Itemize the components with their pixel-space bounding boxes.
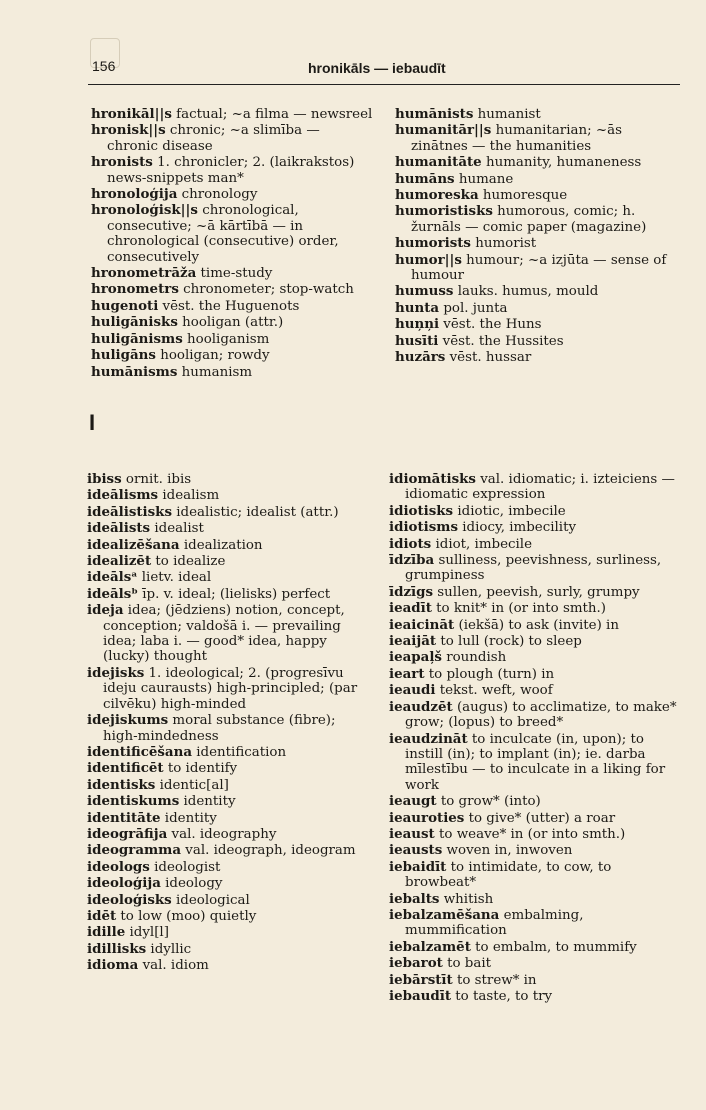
entry-headword: humoreska [395,187,479,204]
entry-definition: idealism [158,488,220,504]
entry-headword: hugenoti [91,297,159,314]
entry-headword: hunta [395,299,440,316]
dictionary-entry [389,908,678,939]
entry-headword: idiotisks [389,502,454,519]
entry-definition: idyllic [146,941,192,957]
entry-definition: idyl[l] [125,925,169,941]
entry-definition: humanist [473,107,541,122]
entry-definition: identity [160,810,217,826]
entry-headword: idēt [87,907,117,924]
entry-definition: ornit. ibis [121,472,192,487]
entry-headword: ieaudi [389,682,436,699]
dictionary-entry [87,603,372,665]
entry-headword: humanitār||s [395,122,492,139]
entry-headword: ieauroties [389,809,465,826]
dictionary-entry [389,700,678,731]
column-upper-right [395,107,678,367]
dictionary-entry [389,537,678,552]
entry-definition: ideology [160,876,223,892]
dictionary-entry [389,956,678,971]
entry-definition: to idealize [151,554,226,570]
dictionary-entry [87,521,372,536]
dictionary-entry [87,488,372,503]
dictionary-entry [87,505,372,520]
entry-definition: sulliness, peevishness, surliness, grumpiness [405,553,662,584]
dictionary-entry [91,123,374,154]
dictionary-entry [87,794,372,809]
entry-definition: woven in, inwoven [442,843,573,859]
entry-definition: to taste, to try [451,989,553,1004]
entry-definition: time-study [196,266,273,282]
dictionary-entry [389,940,678,955]
entry-definition: vēst. hussar [445,350,532,366]
entry-headword: humorists [395,235,471,252]
dictionary-entry [87,554,372,569]
dictionary-entry [91,266,374,281]
dictionary-entry [91,155,374,186]
dictionary-entry [395,350,678,365]
dictionary-entry [389,794,678,809]
entry-definition: val. ideograph, ideogram [181,843,356,859]
entry-headword: identitāte [87,809,161,826]
entry-definition: idiocy, imbecility [458,520,577,536]
entry-headword: ieart [389,665,425,682]
entry-definition: chronic; ~a slimība — chronic disease [107,123,320,154]
entry-headword: identificēšana [87,743,193,760]
entry-definition: lauks. humus, mould [453,284,599,300]
entry-definition: to give* (utter) a roar [464,810,616,826]
entry-headword: ieaicināt [389,616,455,633]
entry-headword: ieausts [389,842,443,859]
dictionary-entry [87,778,372,793]
entry-definition: to plough (turn) in [424,666,555,682]
entry-headword: identificēt [87,760,164,777]
entry-headword: ideālsᵇ [87,585,138,602]
entry-definition: hooligan; rowdy [155,348,270,364]
header-rule [88,84,680,85]
entry-definition: hooligan (attr.) [177,315,284,331]
entry-headword: huligānisks [91,314,178,331]
entry-definition: identity [179,794,236,810]
dictionary-entry [395,123,678,154]
dictionary-entry [87,538,372,553]
dictionary-entry [389,843,678,858]
entry-definition: idealist [150,521,204,537]
entry-headword: idealizēt [87,553,152,570]
entry-definition: whitish [439,891,494,907]
dictionary-entry [389,989,678,1004]
entry-headword: idiomātisks [389,471,476,487]
entry-headword: humāns [395,170,455,187]
dictionary-entry [389,683,678,698]
dictionary-entry [87,893,372,908]
entry-headword: hronoloģisk||s [91,202,198,219]
dictionary-entry [389,472,678,503]
entry-headword: ieaudzēt [389,698,453,715]
dictionary-entry [389,553,678,584]
entry-definition: lietv. ideal [137,570,212,586]
entry-headword: hronometrāža [91,265,197,282]
entry-headword: idille [87,924,126,941]
dictionary-entry [389,650,678,665]
entry-headword: ideologs [87,858,150,875]
dictionary-entry [389,504,678,519]
dictionary-entry [389,601,678,616]
entry-headword: ieapaļš [389,649,442,666]
entry-headword: identisks [87,776,156,793]
dictionary-entry [87,925,372,940]
entry-headword: humor||s [395,251,462,268]
dictionary-entry [91,315,374,330]
dictionary-entry [87,811,372,826]
entry-headword: humānists [395,106,474,122]
entry-headword: ideja [87,602,124,619]
dictionary-entry [87,570,372,585]
entry-definition: identic[al] [155,777,229,793]
entry-headword: ideoloģisks [87,891,172,908]
entry-definition: humoresque [478,188,568,204]
entry-definition: to identify [163,761,238,777]
dictionary-entry [389,667,678,682]
dictionary-entry [87,860,372,875]
entry-headword: īdzīgs [389,583,434,600]
entry-headword: huligāns [91,347,156,364]
dictionary-entry [389,618,678,633]
running-head: hronikāls — iebaudīt [308,60,446,76]
entry-definition: vēst. the Huguenots [158,298,300,314]
entry-headword: īdzība [389,552,435,569]
column-upper-left [91,107,374,381]
entry-definition: to strew* in [452,972,537,988]
entry-headword: ideogrāfija [87,825,168,842]
dictionary-entry [395,301,678,316]
dictionary-entry [91,332,374,347]
entry-definition: to lull (rock) to sleep [436,634,582,650]
entry-definition: identification [192,744,287,760]
section-letter-heading: I [89,410,96,435]
entry-definition: to bait [442,956,492,972]
entry-definition: chronometer; stop-watch [178,282,354,298]
entry-headword: identiskums [87,793,180,810]
dictionary-entry [91,299,374,314]
entry-definition: vēst. the Huns [439,317,542,333]
dictionary-entry [87,472,372,487]
dictionary-entry [395,317,678,332]
entry-headword: idiotisms [389,519,458,536]
dictionary-entry [389,860,678,891]
entry-headword: ideālists [87,520,151,537]
entry-headword: hronoloģija [91,186,178,203]
entry-headword: iebalzamēt [389,938,471,955]
entry-definition: to low (moo) quietly [116,908,257,924]
dictionary-entry [395,253,678,284]
entry-headword: huligānisms [91,330,183,347]
dictionary-entry [91,282,374,297]
entry-definition: tekst. weft, woof [435,683,553,699]
entry-headword: hronikāl||s [91,106,172,122]
entry-headword: idioma [87,957,139,974]
entry-definition: humorist [470,236,537,252]
dictionary-entry [395,204,678,235]
entry-definition: humanity, humaneness [481,155,642,171]
entry-definition: humorous, comic; h. žurnāls — comic paper (magazine) [411,204,647,235]
entry-definition: moral substance (fibre); high-mindedness [103,713,336,744]
entry-headword: ieaugt [389,793,437,810]
dictionary-entry [91,203,374,265]
entry-definition: ideological [171,892,250,908]
dictionary-entry [395,284,678,299]
dictionary-entry [389,811,678,826]
entry-definition: ideologist [149,859,221,875]
dictionary-entry [87,958,372,973]
entry-headword: iebaidīt [389,858,447,875]
entry-definition: 1. ideological; 2. (progresīvu ideju caurausts) high-principled; (par cilvēku) high-minded [103,665,358,712]
entry-headword: iebārstīt [389,971,453,988]
entry-headword: humanitāte [395,154,482,171]
entry-headword: idiots [389,535,432,552]
entry-definition: chronological, consecutive; ~ā kārtībā — in chronological (consecutive) order, consecutively [107,203,339,265]
dictionary-entry [87,876,372,891]
entry-headword: idejisks [87,664,145,681]
entry-definition: idea; (jēdziens) notion, concept, conception; valdošā i. — prevailing idea; laba i. — good* idea, happy (lucky) thought [103,603,345,665]
dictionary-entry [395,107,678,122]
entry-headword: huņņi [395,316,440,333]
entry-definition: 1. chronicler; 2. (laikrakstos) news-snippets man* [107,155,355,186]
dictionary-entry [389,520,678,535]
entry-headword: iebarot [389,955,443,972]
entry-headword: ieadīt [389,600,432,617]
dictionary-entry [395,172,678,187]
entry-headword: hronists [91,154,153,171]
entry-headword: ideālisms [87,487,159,504]
dictionary-entry [87,761,372,776]
entry-headword: idejiskums [87,712,169,729]
entry-definition: idiot, imbecile [431,536,533,552]
dictionary-entry [87,843,372,858]
dictionary-entry [87,587,372,602]
entry-headword: huzārs [395,349,446,366]
entry-definition: vēst. the Hussites [438,333,564,349]
dictionary-entry [389,827,678,842]
entry-headword: idealizēšana [87,536,180,553]
entry-definition: chronology [177,187,258,203]
entry-definition: idealistic; idealist (attr.) [172,504,339,520]
dictionary-entry [87,745,372,760]
entry-headword: humānisms [91,363,178,380]
entry-definition: to intimidate, to cow, to browbeat* [405,859,612,891]
dictionary-entry [389,892,678,907]
entry-headword: husīti [395,332,439,349]
entry-definition: idiotic, imbecile [453,503,566,519]
entry-headword: ieaijāt [389,633,437,650]
dictionary-entry [91,187,374,202]
entry-headword: humoristisks [395,203,493,220]
entry-definition: to embalm, to mummify [470,939,637,955]
dictionary-entry [395,236,678,251]
dictionary-entry [395,155,678,170]
entry-definition: īp. v. ideal; (lielisks) perfect [137,586,331,602]
dictionary-entry [91,107,374,122]
entry-headword: ideālsᵃ [87,569,138,586]
entry-definition: val. idiomatic; i. izteiciens — idiomatic expression [405,472,675,503]
entry-definition: to weave* in (or into smth.) [434,826,626,842]
entry-headword: ideālistisks [87,503,172,520]
entry-headword: hronisk||s [91,122,166,139]
dictionary-entry [389,732,678,794]
entry-definition: pol. junta [439,300,508,316]
dictionary-entry [87,942,372,957]
dictionary-entry [395,188,678,203]
entry-headword: ibiss [87,471,122,487]
entry-definition: embalming, mummification [405,907,584,939]
entry-headword: iebaudīt [389,988,452,1004]
entry-headword: ieaust [389,825,435,842]
entry-definition: hooliganism [182,331,270,347]
entry-definition: roundish [441,650,507,666]
entry-definition: humanism [177,364,253,380]
entry-definition: idealization [179,537,263,553]
entry-definition: val. ideography [167,826,277,842]
dictionary-entry [91,348,374,363]
entry-definition: (augus) to acclimatize, to make* grow; (lopus) to breed* [405,699,677,731]
entry-headword: idillisks [87,940,147,957]
entry-definition: to knit* in (or into smth.) [431,601,607,617]
dictionary-entry [87,827,372,842]
dictionary-entry [87,666,372,712]
dictionary-entry [389,973,678,988]
entry-definition: humour; ~a izjūta — sense of humour [411,252,667,284]
entry-definition: to grow* (into) [436,794,541,810]
entry-definition: humane [454,171,514,187]
entry-definition: to inculcate (in, upon); to instill (in); to implant (in); ie. darba mīlestību — to inculcate in a liking for work [405,731,666,793]
entry-headword: iebalzamēšana [389,906,500,923]
dictionary-entry [389,585,678,600]
entry-definition: sullen, peevish, surly, grumpy [433,584,640,600]
entry-definition: val. idiom [138,958,209,974]
column-lower-right [389,472,678,1005]
entry-definition: (iekšā) to ask (invite) in [454,617,619,633]
entry-headword: ieaudzināt [389,730,468,747]
entry-headword: ideoloģija [87,875,161,892]
entry-definition: humanitarian; ~ās zinātnes — the humanities [411,123,622,154]
entry-headword: ideogramma [87,842,182,859]
entry-headword: humuss [395,283,454,300]
entry-headword: iebalts [389,890,440,907]
dictionary-entry [389,634,678,649]
column-lower-left [87,472,372,975]
dictionary-entry [87,713,372,744]
dictionary-entry [395,334,678,349]
dictionary-entry [91,365,374,380]
dictionary-entry [87,909,372,924]
entry-definition: factual; ~a filma — newsreel [171,107,373,122]
page-number: 156 [92,58,116,74]
entry-headword: hronometrs [91,281,179,298]
